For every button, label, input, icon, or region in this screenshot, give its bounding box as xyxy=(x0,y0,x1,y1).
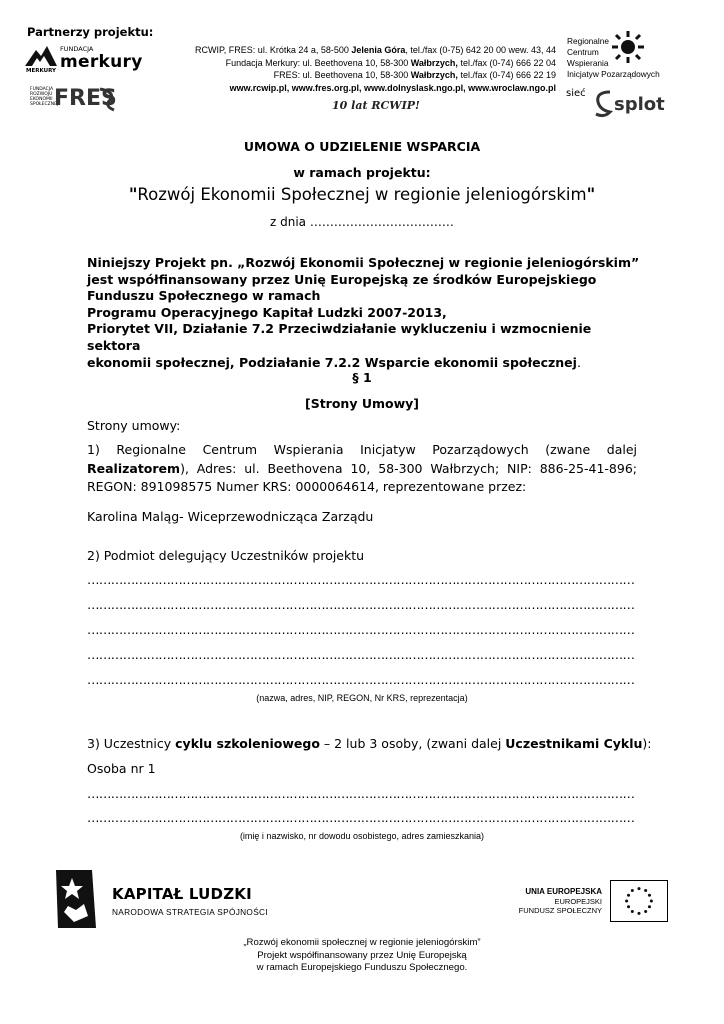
project-name: "Rozwój Ekonomii Społecznej w regionie jeleniogórskim" xyxy=(128,185,596,204)
party-2-hint: (nazwa, adres, NIP, REGON, Nr KRS, reprezentacja) xyxy=(256,693,468,703)
contact-block xyxy=(136,44,556,94)
merkury-small-text: FUNDACJA xyxy=(60,45,94,53)
project-funding-statement: Niniejszy Projekt pn. „Rozwój Ekonomii Społecznej w regionie jeleniogórskim” jest współfinansowany przez Unię Europejską ze środków Europejskiego Funduszu Społecznego w ramach Programu Operacyjnego Kapitał Ludzki 2007-2013, Priorytet VII, Działanie 7.2 Przeciwdziałanie wykluczeniu i wzmocnienie sektora ekonomii społecznej, Podziałanie 7.2.2 Wsparcie ekonomii społecznej. xyxy=(87,255,640,370)
fres-small-text: FUNDACJA ROZWOJU EKONOMII SPOŁECZNEJ xyxy=(30,87,59,107)
party-2-fill-line-2[interactable] xyxy=(87,597,635,612)
kapital-ludzki-subtitle: NARODOWA STRATEGIA SPÓJNOŚCI xyxy=(112,907,268,917)
eu-fund-text: UNIA EUROPEJSKA EUROPEJSKI FUNDUSZ SPOŁECZNY xyxy=(518,887,602,915)
website-links[interactable]: www.rcwip.pl, www.fres.org.pl, www.dolnyslask.ngo.pl, www.wroclaw.ngo.pl xyxy=(229,82,556,93)
contact-line-2: Fundacja Merkury: ul. Beethovena 10, 58-300 Wałbrzych, tel./fax (0-74) 666 22 04 xyxy=(225,57,556,68)
fres-logo xyxy=(30,86,116,114)
contact-line-3: FRES: ul. Beethovena 10, 58-300 Wałbrzych, tel./fax (0-74) 666 22 19 xyxy=(273,70,556,81)
party-2-label: 2) Podmiot delegujący Uczestników projektu xyxy=(87,548,365,563)
party-2-fill-line-4[interactable] xyxy=(87,647,635,662)
merkury-mountain-icon xyxy=(24,44,58,68)
person-1-hint: (imię i nazwisko, nr dowodu osobistego, adres zamieszkania) xyxy=(239,831,485,841)
representative-name: Karolina Maląg- Wiceprzewodnicząca Zarządu xyxy=(87,509,374,524)
person-1-fill-line-2[interactable] xyxy=(87,810,635,825)
fres-swirl-icon xyxy=(96,86,118,112)
section-title: [Strony Umowy] xyxy=(304,396,419,411)
merkury-under-text: MERKURY xyxy=(26,68,57,74)
section-number: § 1 xyxy=(352,370,372,385)
party-1-realizator: 1) Regionalne Centrum Wspierania Inicjatyw Pozarządowych (zwane dalej Realizatorem), Adres: ul. Beethovena 10, 58-300 Wałbrzych; NIP: 886-25-41-896; REGON: 891098575 Numer KRS: 0000064614, reprezentowane przez: xyxy=(87,442,637,495)
fres-big-text: FRES xyxy=(54,86,117,111)
kapital-ludzki-logo-icon xyxy=(54,868,98,930)
siec-splot-logo xyxy=(566,86,684,120)
splot-siec-text: sieć xyxy=(566,88,586,99)
rcwip-sun-icon xyxy=(611,30,645,64)
party-3-label: 3) Uczestnicy cyklu szkoleniowego – 2 lub 3 osoby, (zwani dalej Uczestnikami Cyklu): xyxy=(87,736,652,751)
contract-date-field[interactable]: z dnia ……………………………… xyxy=(270,215,454,229)
rcwip-logo-text: Regionalne Centrum Wspierania Inicjatyw Pozarządowych xyxy=(567,36,660,79)
splot-text: splot xyxy=(614,94,665,115)
person-1-fill-line-1[interactable] xyxy=(87,786,635,801)
merkury-logo xyxy=(24,44,142,76)
partners-label: Partnerzy projektu: xyxy=(27,25,154,39)
contact-line-1: RCWIP, FRES: ul. Krótka 24 a, 58-500 Jelenia Góra, tel./fax (0-75) 642 20 00 wew. 43, 44 xyxy=(194,45,556,55)
party-2-fill-line-5[interactable] xyxy=(87,672,635,687)
rcwip-logo xyxy=(563,28,693,86)
splot-spiral-icon xyxy=(592,88,614,118)
party-2-fill-line-1[interactable] xyxy=(87,572,635,587)
party-2-fill-line-3[interactable] xyxy=(87,622,635,637)
footer-note: „Rozwój ekonomii społecznej w regionie jeleniogórskim” Projekt współfinansowany przez Unię Europejską w ramach Europejskiego Funduszu Społecznego. xyxy=(243,937,481,974)
parties-label: Strony umowy: xyxy=(87,418,181,433)
contract-title: UMOWA O UDZIELENIE WSPARCIA xyxy=(243,139,481,154)
contract-subtitle: w ramach projektu: xyxy=(293,165,431,180)
merkury-big-text: merkury xyxy=(60,52,143,72)
person-1-label: Osoba nr 1 xyxy=(87,761,156,776)
eu-flag-icon xyxy=(610,880,668,922)
ten-years-rcwip-badge: 10 lat RCWIP! xyxy=(332,99,420,112)
kapital-ludzki-title: KAPITAŁ LUDZKI xyxy=(112,885,252,903)
